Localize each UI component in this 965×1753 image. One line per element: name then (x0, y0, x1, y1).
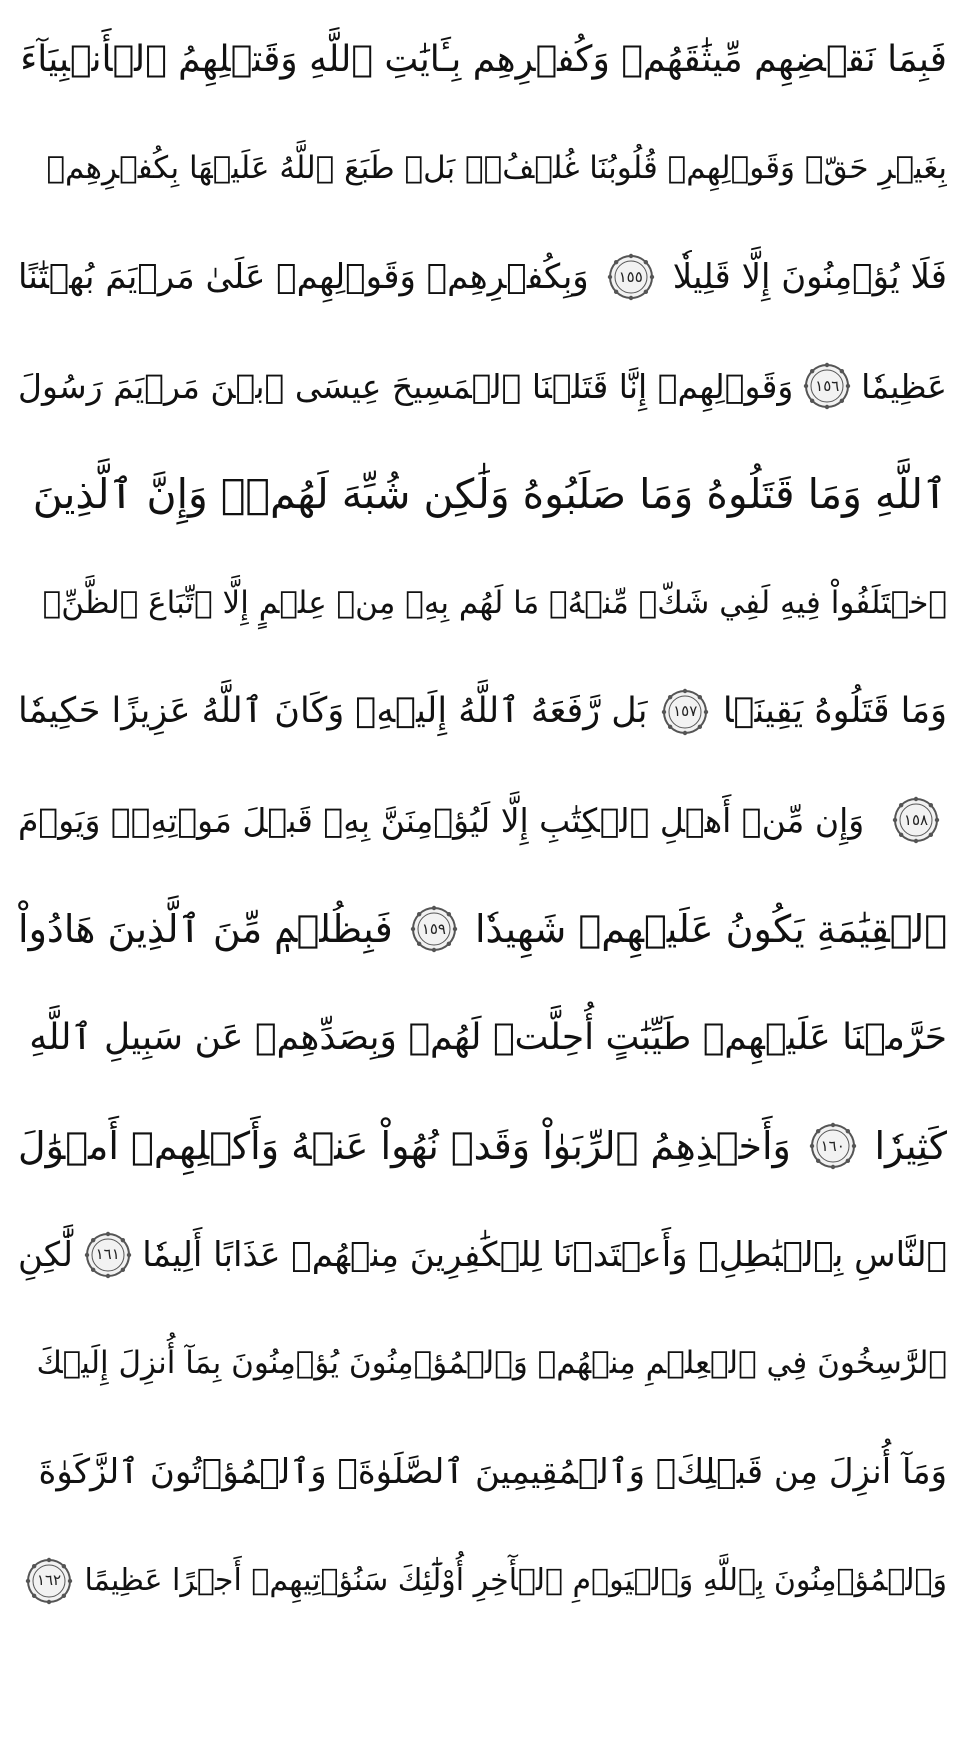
verse-text: بِغَيۡرِ حَقّٖ وَقَوۡلِهِمۡ قُلُوبُنَا غُلۡفُۢۚ بَلۡ طَبَعَ ٱللَّهُ عَلَيۡهَا بِكُفۡرِهِمۡ (46, 150, 947, 187)
verse-text: فَبِظُلۡمٖ مِّنَ ٱلَّذِينَ هَادُواْ (18, 907, 393, 952)
verse-text: فَبِمَا نَقۡضِهِم مِّيثَٰقَهُمۡ وَكُفۡرِهِم بِـَٔايَٰتِ ٱللَّهِ وَقَتۡلِهِمُ ٱلۡأَنۢبِيَآءَ (20, 39, 947, 81)
text-line (18, 1418, 947, 1527)
verse-text: لَّٰكِنِ (18, 1234, 74, 1275)
verse-text: فَلَا يُؤۡمِنُونَ إِلَّا قَلِيلٗا (672, 257, 947, 298)
ayah-number: ١٦٢ (36, 1571, 62, 1590)
text-line (18, 1092, 947, 1201)
text-line (18, 549, 947, 658)
ayah-end-marker-icon (409, 904, 459, 954)
verse-text: ٱلۡقِيَٰمَةِ يَكُونُ عَلَيۡهِمۡ شَهِيدٗا (474, 907, 947, 952)
ayah-number: ١٥٩ (421, 919, 446, 938)
text-line (18, 115, 947, 224)
verse-text: ٱللَّهِ وَمَا قَتَلُوهُ وَمَا صَلَبُوهُ وَلَٰكِن شُبِّهَ لَهُمۡۚ وَإِنَّ ٱلَّذِينَ (32, 470, 947, 519)
verse-text: ٱلرَّٰسِخُونَ فِي ٱلۡعِلۡمِ مِنۡهُمۡ وَٱلۡمُؤۡمِنُونَ يُؤۡمِنُونَ بِمَآ أُنزِلَ إِلَيۡكَ (36, 1344, 947, 1381)
text-line (18, 766, 947, 875)
verse-text: وَأَخۡذِهِمُ ٱلرِّبَوٰاْ وَقَدۡ نُهُواْ عَنۡهُ وَأَكۡلِهِمۡ أَمۡوَٰلَ (18, 1124, 791, 1169)
ayah-number: ١٥٦ (815, 376, 840, 395)
ayah-end-marker-icon (83, 1230, 133, 1280)
ayah-end-marker-icon (606, 252, 656, 302)
text-line (18, 1309, 947, 1418)
verse-text: بَل رَّفَعَهُ ٱللَّهُ إِلَيۡهِۚ وَكَانَ ٱللَّهُ عَزِيزًا حَكِيمٗا (18, 691, 648, 732)
verse-text: وَبِكُفۡرِهِمۡ وَقَوۡلِهِمۡ عَلَىٰ مَرۡيَمَ بُهۡتَٰنًا (18, 257, 589, 298)
text-line (18, 1526, 947, 1635)
verse-text: وَمَآ أُنزِلَ مِن قَبۡلِكَۚ وَٱلۡمُقِيمِينَ ٱلصَّلَوٰةَۚ وَٱلۡمُؤۡتُونَ ٱلزَّكَوٰةَ (38, 1452, 947, 1493)
ayah-end-marker-icon (808, 1121, 858, 1171)
text-line (18, 875, 947, 984)
text-line (18, 1201, 947, 1310)
ayah-number: ١٥٧ (673, 702, 698, 721)
verse-text: عَظِيمٗا (861, 366, 947, 406)
verse-text: ٱلنَّاسِ بِٱلۡبَٰطِلِۚ وَأَعۡتَدۡنَا لِلۡكَٰفِرِينَ مِنۡهُمۡ عَذَابًا أَلِيمٗا (142, 1234, 947, 1275)
ayah-number: ١٦١ (95, 1245, 120, 1264)
verse-text: كَثِيرٗا (874, 1124, 947, 1169)
ayah-number: ١٥٨ (903, 810, 929, 829)
verse-text: حَرَّمۡنَا عَلَيۡهِمۡ طَيِّبَٰتٍ أُحِلَّتۡ لَهُمۡ وَبِصَدِّهِمۡ عَن سَبِيلِ ٱللَّهِ (29, 1016, 947, 1058)
ayah-end-marker-icon (24, 1556, 74, 1606)
ayah-end-marker-icon (802, 361, 852, 411)
text-line (18, 983, 947, 1092)
text-line (18, 658, 947, 767)
verse-text: ٱخۡتَلَفُواْ فِيهِ لَفِي شَكّٖ مِّنۡهُۚ مَا لَهُم بِهِۦ مِنۡ عِلۡمٍ إِلَّا ٱتِّبَاعَ ٱلظَّنِّۚ (42, 584, 947, 621)
ayah-number: ١٥٥ (618, 267, 643, 286)
text-line (18, 332, 947, 441)
verse-text: وَقَوۡلِهِمۡ إِنَّا قَتَلۡنَا ٱلۡمَسِيحَ عِيسَى ٱبۡنَ مَرۡيَمَ رَسُولَ (18, 366, 794, 406)
ayah-number: ١٦٠ (820, 1136, 845, 1155)
text-line (18, 440, 947, 549)
text-line (18, 223, 947, 332)
ayah-end-marker-icon (660, 687, 710, 737)
verse-text: وَمَا قَتَلُوهُ يَقِينَۢا (722, 691, 947, 732)
verse-text: وَٱلۡمُؤۡمِنُونَ بِٱللَّهِ وَٱلۡيَوۡمِ ٱلۡأٓخِرِ أُوْلَٰٓئِكَ سَنُؤۡتِيهِمۡ أَجۡرًا عَظِيمًا (84, 1562, 947, 1598)
verse-text: وَإِن مِّنۡ أَهۡلِ ٱلۡكِتَٰبِ إِلَّا لَيُؤۡمِنَنَّ بِهِۦ قَبۡلَ مَوۡتِهِۦۖ وَيَوۡمَ (18, 800, 865, 840)
ayah-end-marker-icon (891, 795, 941, 845)
text-line (18, 6, 947, 115)
